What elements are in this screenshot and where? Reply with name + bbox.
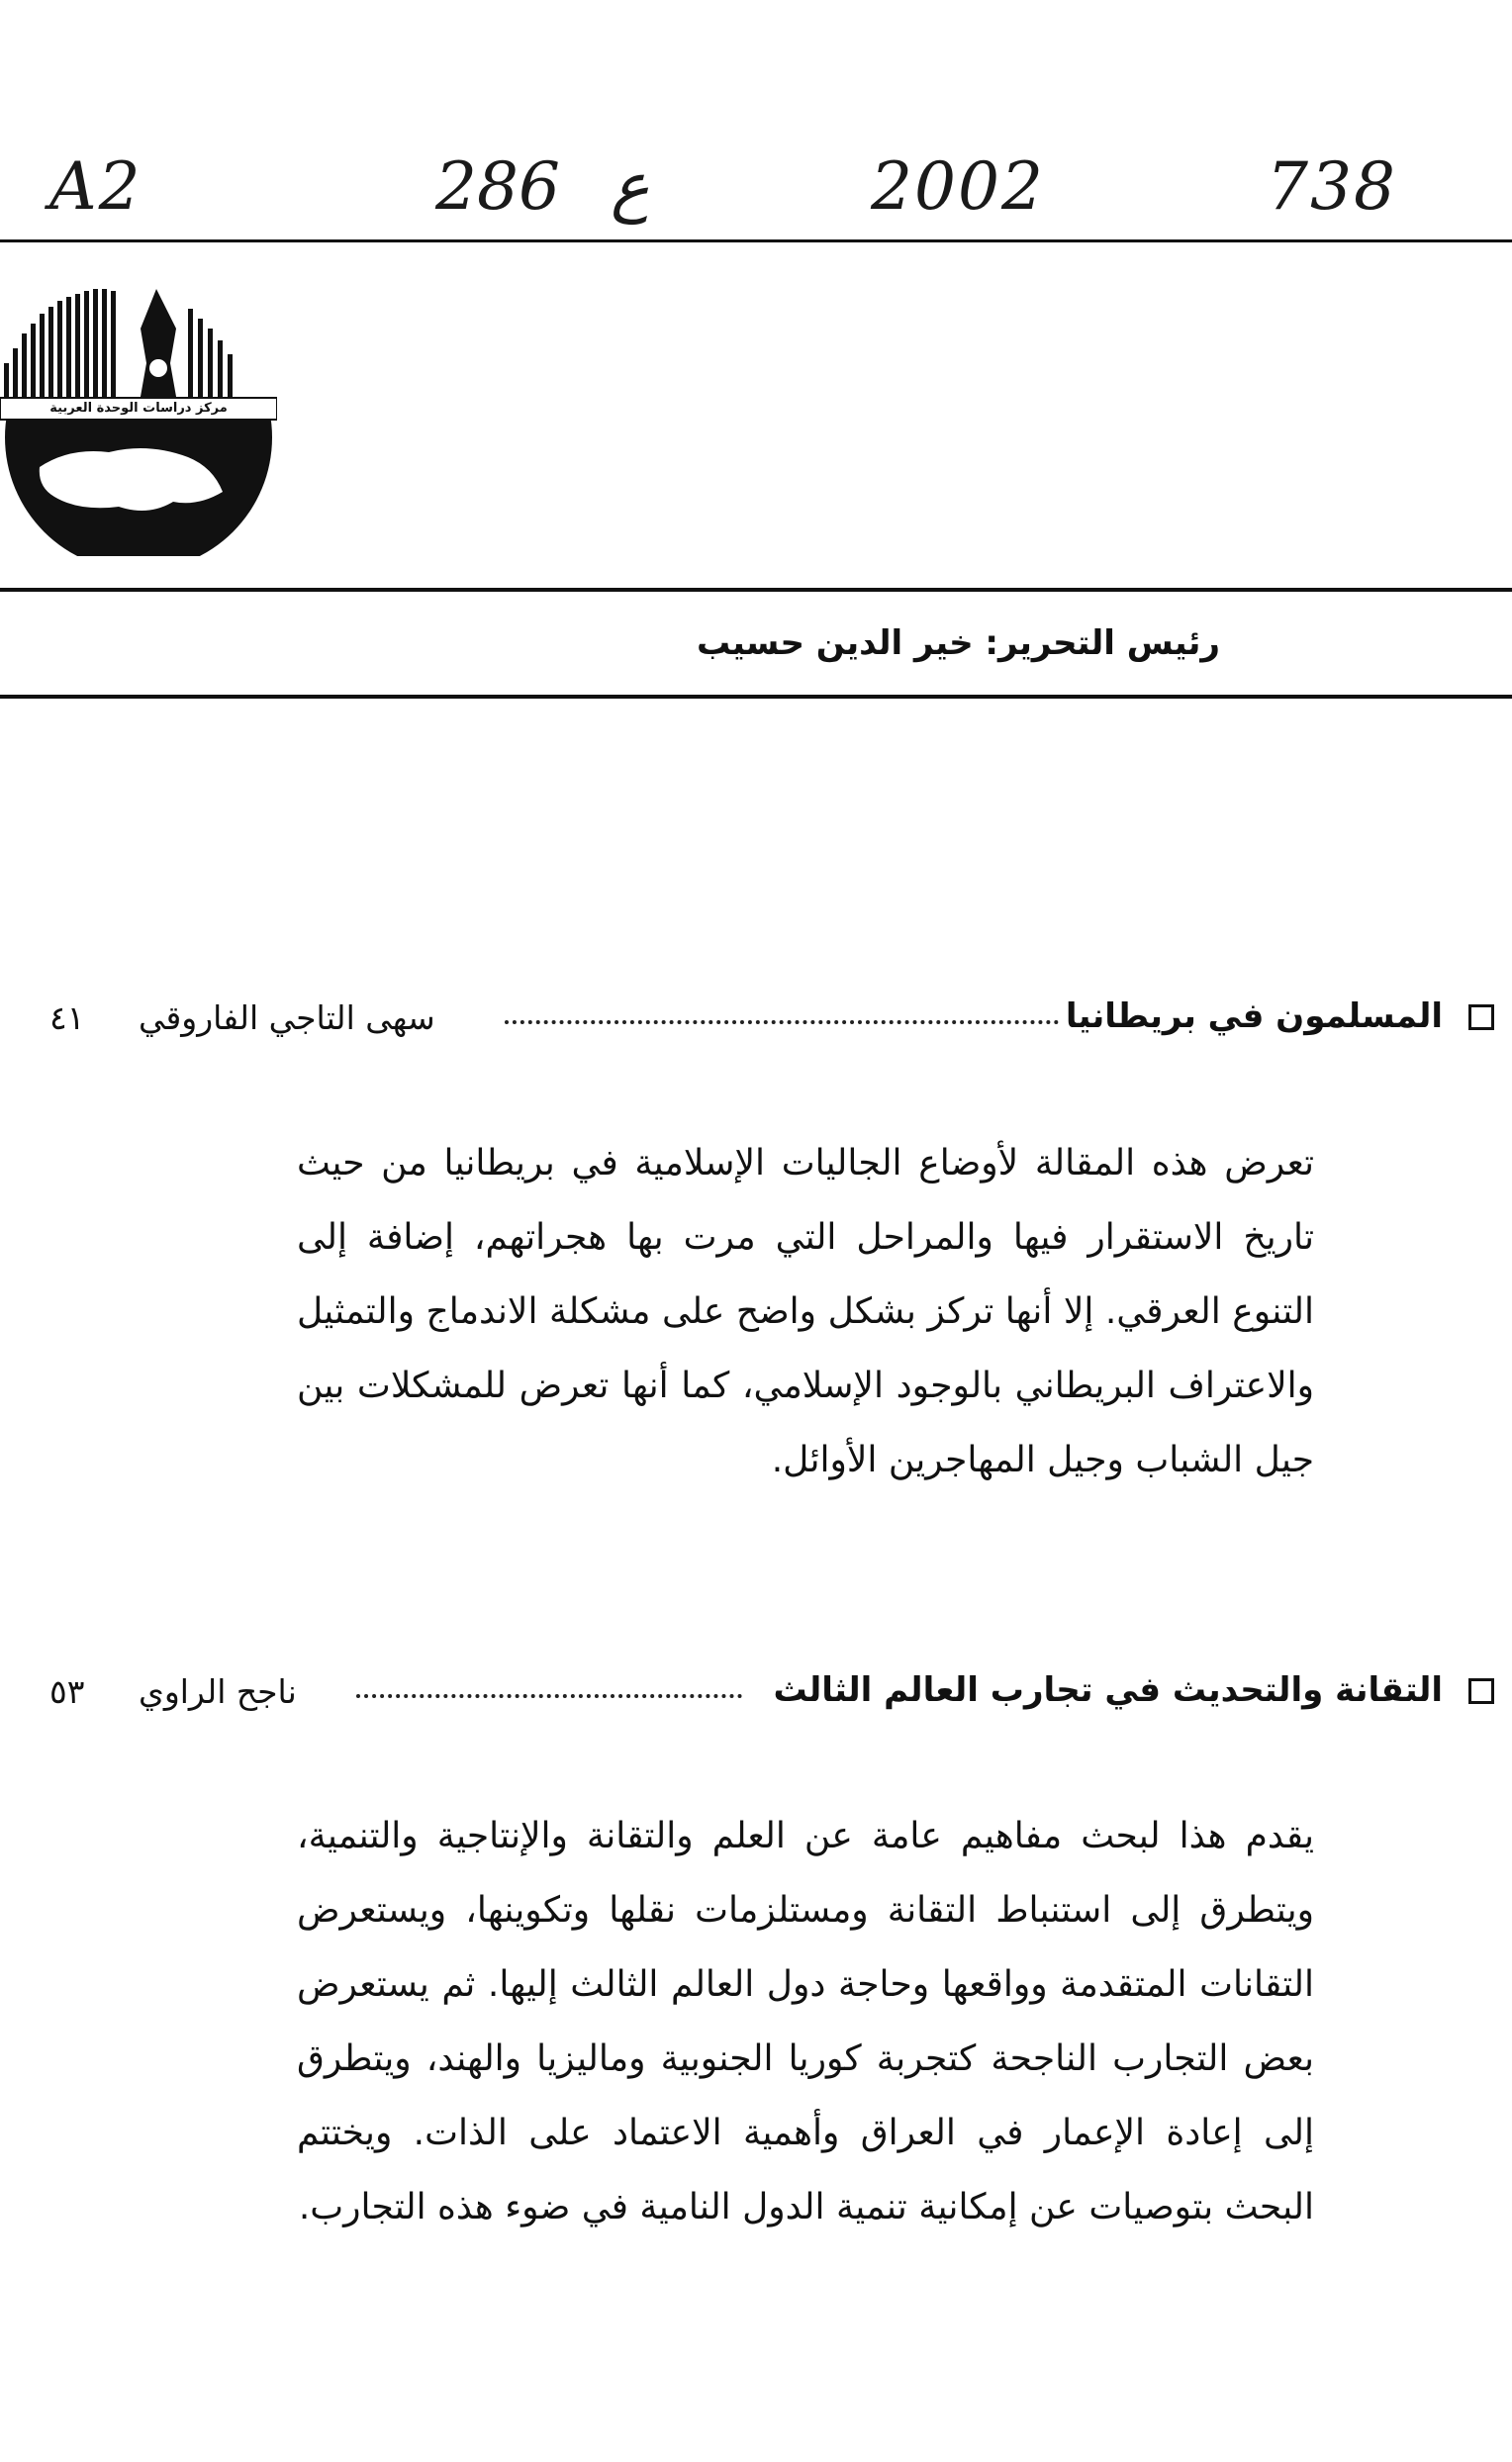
entry-author: سهى التاجي الفاروقي [139, 998, 435, 1037]
entry-title: التقانة والتحديث في تجارب العالم الثالث [773, 1670, 1443, 1710]
handwritten-year: 2002 [871, 148, 1045, 225]
top-divider [0, 239, 1512, 242]
entry-title: المسلمون في بريطانيا [1065, 996, 1443, 1036]
checkbox-icon [1468, 1678, 1494, 1704]
handwritten-mark: ع [610, 148, 650, 225]
entry-abstract: يقدم هذا لبحث مفاهيم عامة عن العلم والتقانة والإنتاجية والتنمية، ويتطرق إلى استنباط التقانة ومستلزمات نقلها وتكوينها، ويستعرض التقانات المتقدمة وواقعها وحاجة دول العالم الثالث إليها. ثم يستعرض بعض التجارب الناجحة كتجربة كوريا الجنوبية وماليزيا والهند، ويتطرق إلى إعادة الإعمار في العراق وأهمية الاعتماد على الذات. ويختتم البحث بتوصيات عن إمكانية تنمية الدول النامية في ضوء هذه التجارب. [297, 1816, 1314, 2227]
editor-line: رئيس التحرير: خير الدين حسيب [696, 623, 1220, 663]
upper-divider [0, 588, 1512, 592]
handwritten-code: A2 [49, 148, 142, 225]
handwritten-number [435, 148, 649, 225]
entry-author: ناجح الراوي [139, 1672, 297, 1711]
toc-entry [49, 994, 1494, 1054]
toc-entry [49, 1668, 1494, 1728]
checkbox-icon [1468, 1004, 1494, 1030]
logo-text: مركز دراسات الوحدة العربية [49, 401, 228, 416]
leader-dots [505, 1020, 1059, 1024]
entry-page-number: ٤١ [49, 998, 85, 1037]
entry-abstract: تعرض هذه المقالة لأوضاع الجاليات الإسلامية في بريطانيا من حيث تاريخ الاستقرار فيها والمراحل التي مرت بها هجراتهم، إضافة إلى التنوع العرقي. إلا أنها تركز بشكل واضح على مشكلة الاندماج والتمثيل والاعتراف البريطاني بالوجود الإسلامي، كما أنها تعرض للمشكلات بين جيل الشباب وجيل المهاجرين الأوائل. [297, 1143, 1314, 1480]
lower-divider [0, 695, 1512, 699]
leader-dots [356, 1694, 742, 1698]
entry-page-number: ٥٣ [49, 1672, 85, 1711]
handwritten-number-value: 286 [435, 148, 560, 225]
handwritten-ref: 738 [1267, 148, 1397, 225]
